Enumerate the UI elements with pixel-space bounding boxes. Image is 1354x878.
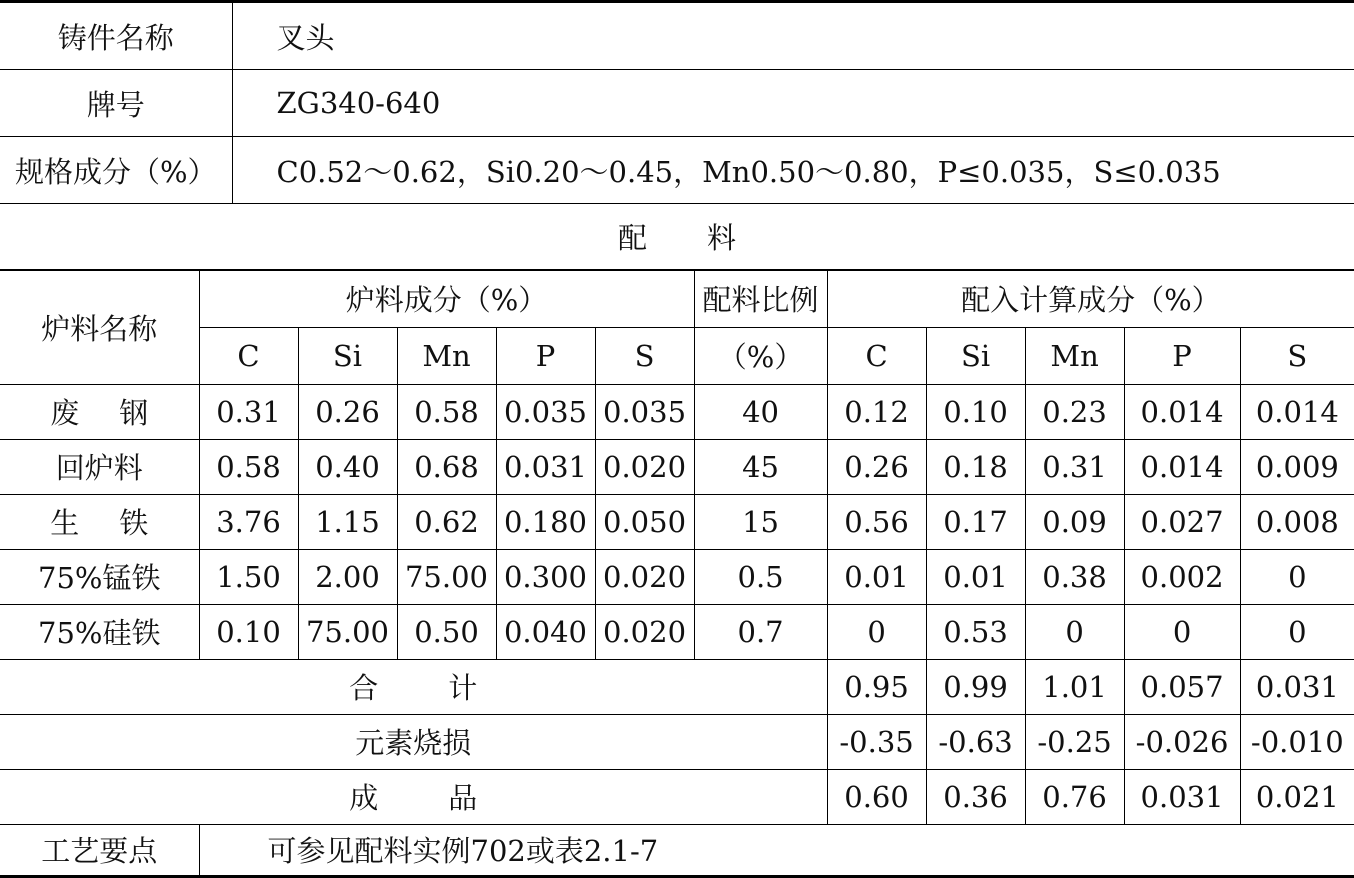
calc-si-header: Si [926, 327, 1025, 384]
calc-cell: -0.026 [1124, 714, 1240, 769]
product-label: 成品 [0, 769, 827, 824]
table-row [0, 384, 1354, 439]
calc-cell: 0.002 [1124, 549, 1240, 604]
calc-cell: 0.01 [926, 549, 1025, 604]
charge-cell: 0.300 [496, 549, 595, 604]
casting-info-table [0, 0, 1354, 204]
calc-cell: 0.18 [926, 439, 1025, 494]
charge-c-header: C [199, 327, 298, 384]
burn-loss-label: 元素烧损 [0, 714, 827, 769]
charge-cell: 0.58 [397, 384, 496, 439]
row-name: 废钢 [0, 384, 199, 439]
charge-cell: 0.180 [496, 494, 595, 549]
spec-value: C0.52～0.62，Si0.20～0.45，Mn0.50～0.80，P≤0.035，S≤0.035 [232, 137, 1354, 204]
charge-cell: 0.31 [199, 384, 298, 439]
charge-cell: 75.00 [298, 604, 397, 659]
process-notes-table [0, 825, 1354, 878]
ratio-cell: 40 [694, 384, 827, 439]
ratio-cell: 0.5 [694, 549, 827, 604]
ratio-cell: 0.7 [694, 604, 827, 659]
table-row [0, 494, 1354, 549]
charge-cell: 0.62 [397, 494, 496, 549]
product-row [0, 769, 1354, 824]
charge-p-header: P [496, 327, 595, 384]
charge-cell: 0.10 [199, 604, 298, 659]
calc-cell: 0.53 [926, 604, 1025, 659]
table-row [0, 604, 1354, 659]
spec-row [0, 137, 1354, 204]
charge-cell: 3.76 [199, 494, 298, 549]
calc-cell: 0.38 [1025, 549, 1124, 604]
spec-label: 规格成分（%） [0, 137, 232, 204]
calc-cell: 0.09 [1025, 494, 1124, 549]
grade-value: ZG340-640 [232, 70, 1354, 137]
section-title-table [0, 204, 1354, 270]
table-row [0, 439, 1354, 494]
table-header-row-2 [0, 327, 1354, 384]
calc-cell: -0.25 [1025, 714, 1124, 769]
ratio-cell: 15 [694, 494, 827, 549]
row-name: 75%锰铁 [0, 549, 199, 604]
calc-cell: 0.009 [1240, 439, 1354, 494]
charge-cell: 0.50 [397, 604, 496, 659]
calc-cell: 0.014 [1240, 384, 1354, 439]
charge-cell: 0.050 [595, 494, 694, 549]
charge-cell: 0.26 [298, 384, 397, 439]
charge-cell: 2.00 [298, 549, 397, 604]
calc-cell: 0 [1240, 549, 1354, 604]
calc-s-header: S [1240, 327, 1354, 384]
casting-name-row [0, 2, 1354, 70]
charge-cell: 0.58 [199, 439, 298, 494]
calc-cell: 0.60 [827, 769, 926, 824]
charge-cell: 75.00 [397, 549, 496, 604]
calc-c-header: C [827, 327, 926, 384]
calc-cell: 0.17 [926, 494, 1025, 549]
charge-cell: 1.50 [199, 549, 298, 604]
calc-cell: 0.01 [827, 549, 926, 604]
calc-cell: 0.12 [827, 384, 926, 439]
charge-cell: 0.68 [397, 439, 496, 494]
charge-cell: 1.15 [298, 494, 397, 549]
calc-cell: 0.36 [926, 769, 1025, 824]
row-name: 回炉料 [0, 439, 199, 494]
grade-label: 牌号 [0, 70, 232, 137]
calc-cell: -0.63 [926, 714, 1025, 769]
process-notes-label: 工艺要点 [0, 825, 199, 877]
calc-cell: 0 [1240, 604, 1354, 659]
casting-name-label: 铸件名称 [0, 2, 232, 70]
calc-cell: 0.057 [1124, 659, 1240, 714]
calc-cell: 0.021 [1240, 769, 1354, 824]
charge-mn-header: Mn [397, 327, 496, 384]
batching-table [0, 270, 1354, 825]
calc-cell: 0.23 [1025, 384, 1124, 439]
row-name: 75%硅铁 [0, 604, 199, 659]
table-header-row-1 [0, 270, 1354, 327]
process-notes-value: 可参见配料实例702或表2.1-7 [267, 834, 659, 868]
total-row [0, 659, 1354, 714]
calc-cell: 0.027 [1124, 494, 1240, 549]
calc-cell: 0.76 [1025, 769, 1124, 824]
charge-cell: 0.40 [298, 439, 397, 494]
calc-cell: 0.10 [926, 384, 1025, 439]
charge-s-header: S [595, 327, 694, 384]
charge-cell: 0.020 [595, 604, 694, 659]
calc-mn-header: Mn [1025, 327, 1124, 384]
section-title: 配料 [0, 204, 1354, 269]
ratio-header-line2: （%） [694, 327, 827, 384]
charge-cell: 0.031 [496, 439, 595, 494]
calc-cell: 0.031 [1240, 659, 1354, 714]
charge-cell: 0.020 [595, 549, 694, 604]
calc-cell: -0.010 [1240, 714, 1354, 769]
calc-cell: 0 [1025, 604, 1124, 659]
calc-cell: 0.95 [827, 659, 926, 714]
calc-cell: 0 [1124, 604, 1240, 659]
calc-cell: 0.26 [827, 439, 926, 494]
table-row [0, 549, 1354, 604]
charge-cell: 0.020 [595, 439, 694, 494]
calc-composition-header: 配入计算成分（%） [827, 270, 1354, 327]
calc-cell: 0 [827, 604, 926, 659]
grade-row [0, 70, 1354, 137]
charge-cell: 0.040 [496, 604, 595, 659]
charge-cell: 0.035 [496, 384, 595, 439]
calc-p-header: P [1124, 327, 1240, 384]
row-name: 生铁 [0, 494, 199, 549]
charge-si-header: Si [298, 327, 397, 384]
calc-cell: 0.031 [1124, 769, 1240, 824]
charge-cell: 0.035 [595, 384, 694, 439]
ratio-header-line1: 配料比例 [694, 270, 827, 327]
calc-cell: 0.56 [827, 494, 926, 549]
charge-composition-header: 炉料成分（%） [199, 270, 694, 327]
calc-cell: 0.008 [1240, 494, 1354, 549]
calc-cell: 1.01 [1025, 659, 1124, 714]
calc-cell: -0.35 [827, 714, 926, 769]
burn-loss-row [0, 714, 1354, 769]
calc-cell: 0.014 [1124, 384, 1240, 439]
material-name-header: 炉料名称 [0, 270, 199, 384]
calc-cell: 0.014 [1124, 439, 1240, 494]
casting-name-value: 叉头 [232, 2, 1354, 70]
calc-cell: 0.99 [926, 659, 1025, 714]
calc-cell: 0.31 [1025, 439, 1124, 494]
ratio-cell: 45 [694, 439, 827, 494]
total-label: 合计 [0, 659, 827, 714]
